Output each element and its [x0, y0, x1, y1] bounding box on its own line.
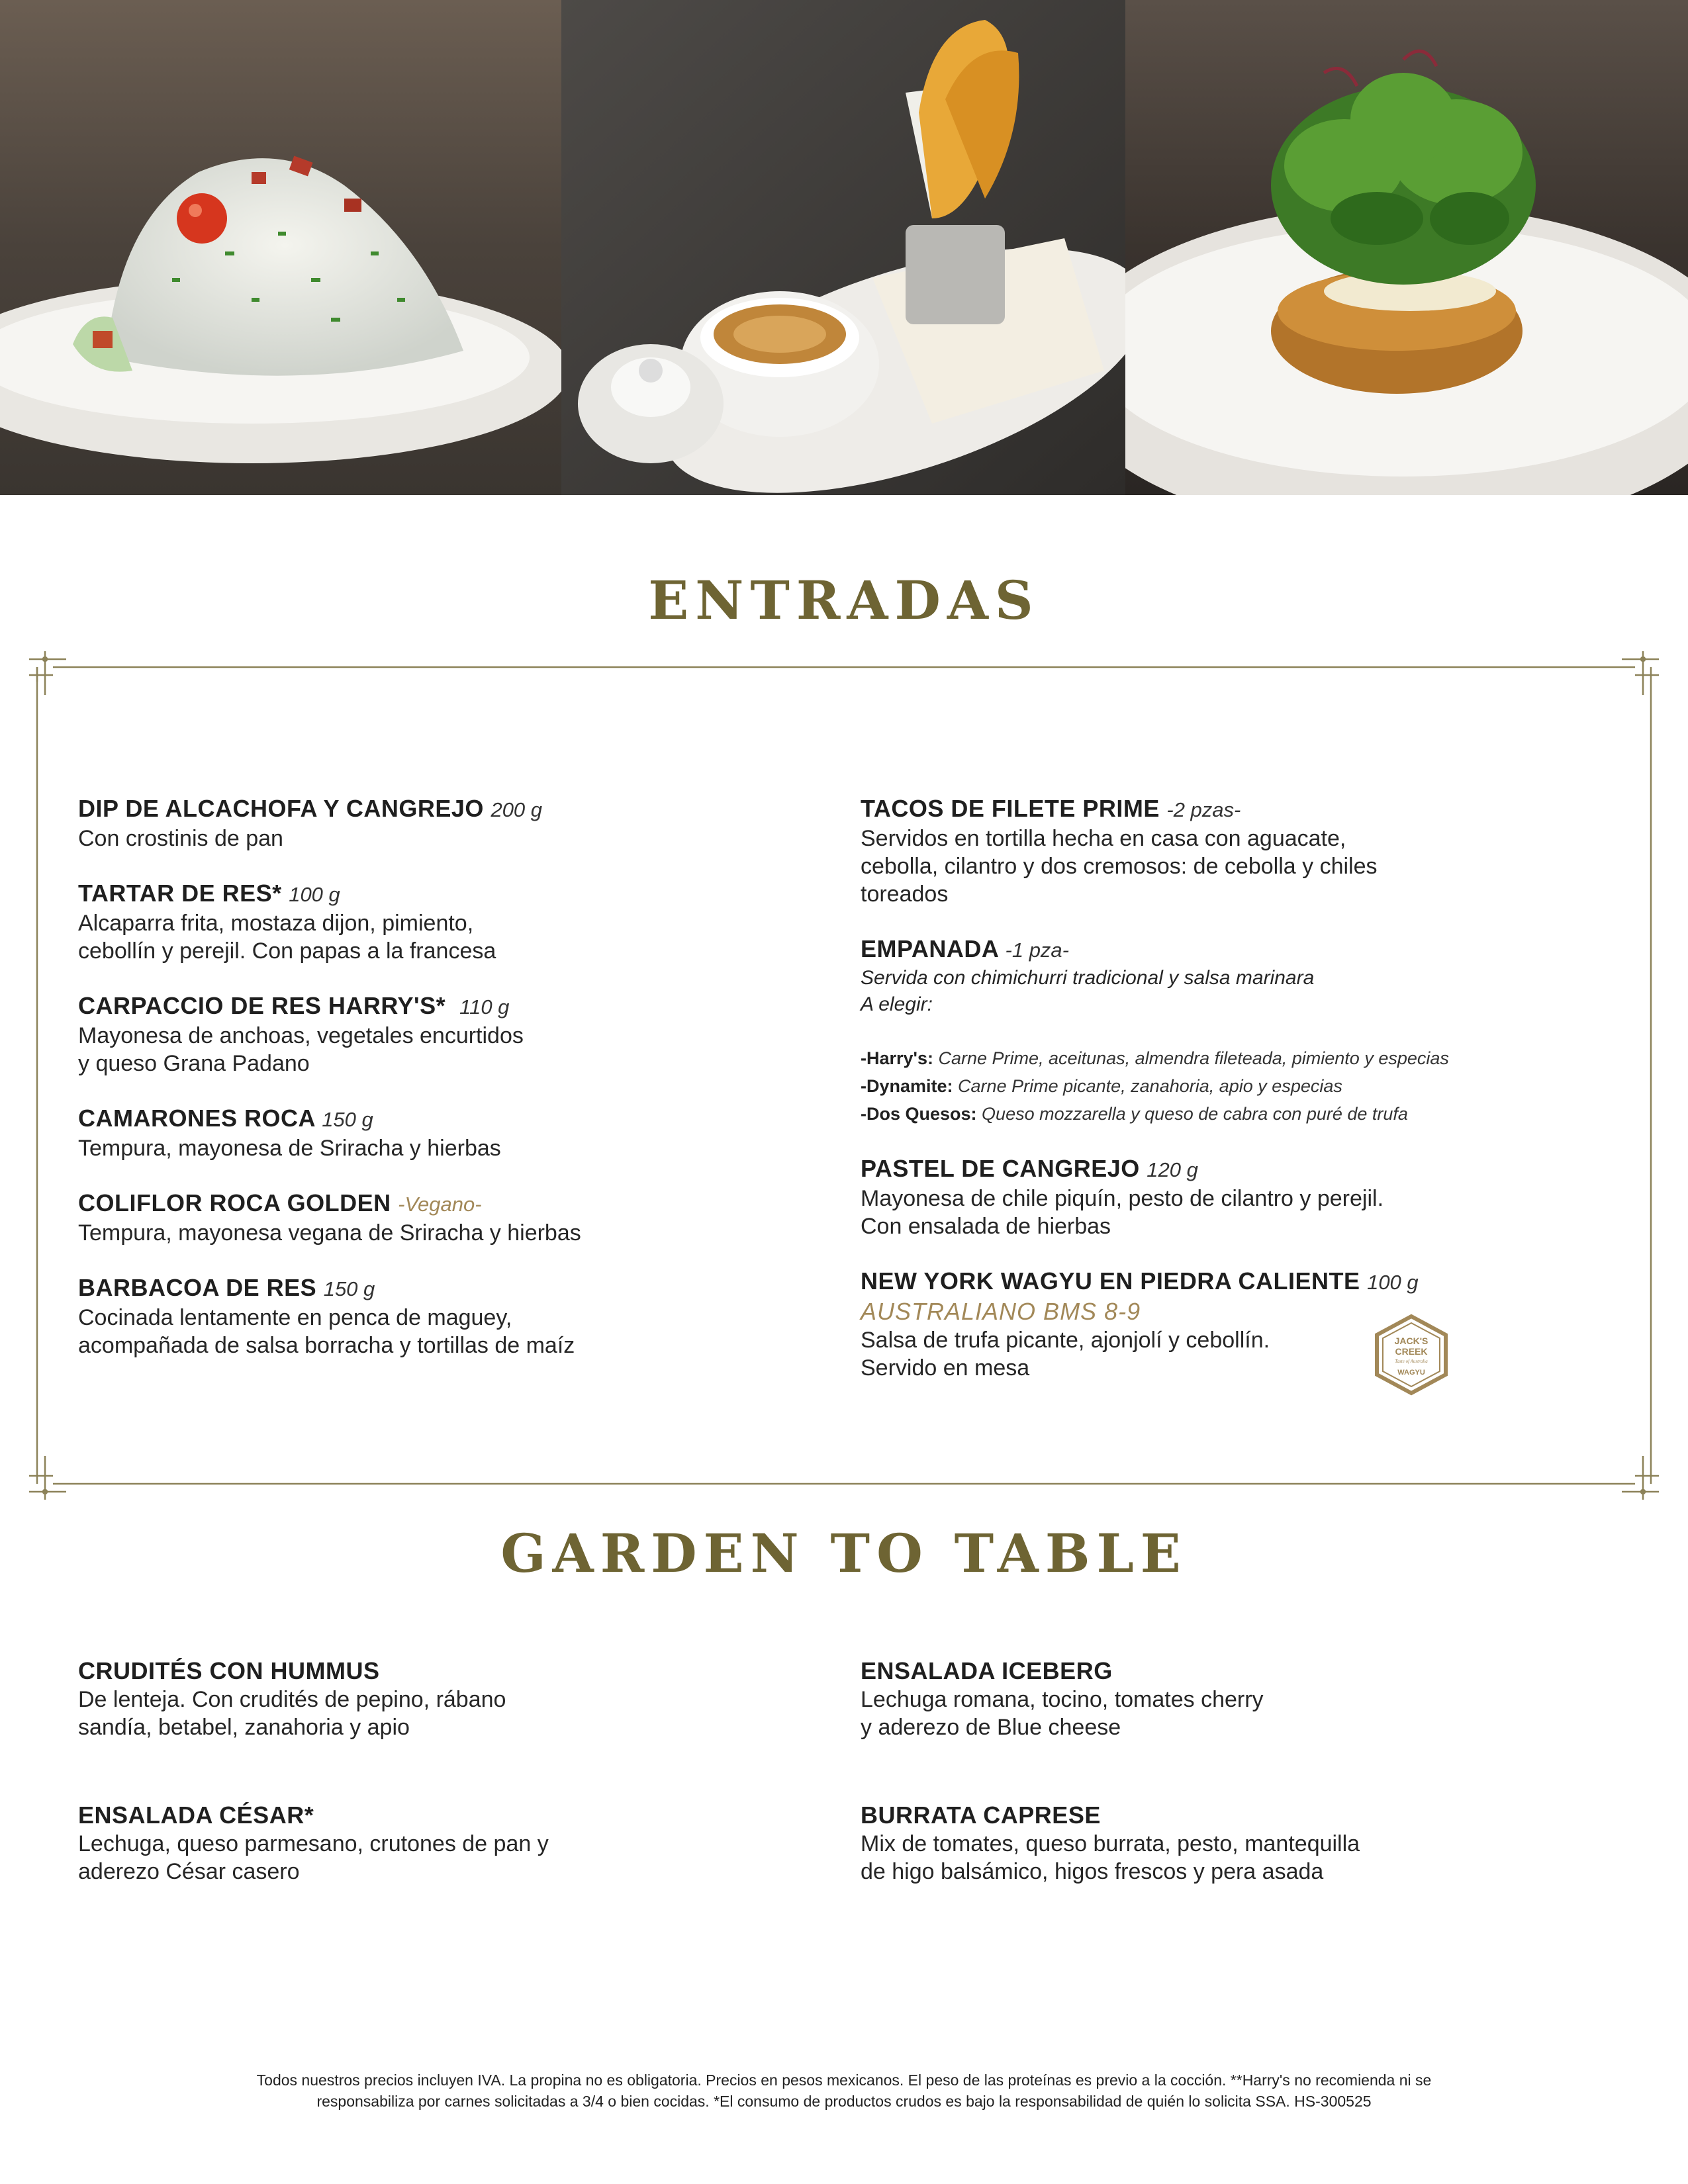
- item-portion: -2 pzas-: [1166, 798, 1241, 821]
- menu-item: [78, 1801, 833, 1886]
- item-name: BURRATA CAPRESE: [861, 1801, 1101, 1829]
- vegan-tag: -Vegano-: [398, 1193, 482, 1216]
- menu-item: [861, 1154, 1615, 1240]
- entradas-left-column: [78, 794, 833, 1386]
- option-text: Queso mozzarella y queso de cabra con puré de trufa: [982, 1104, 1408, 1124]
- wedge-salad-photo: [0, 0, 561, 495]
- item-name: TACOS DE FILETE PRIME: [861, 795, 1160, 822]
- item-description: cebollín y perejil. Con papas a la francesa: [78, 938, 496, 964]
- item-weight: 150 g: [322, 1108, 373, 1131]
- menu-item: [78, 1189, 833, 1247]
- menu-item: [861, 934, 1615, 1128]
- menu-item: [861, 794, 1615, 908]
- item-description: Servido en mesa: [861, 1355, 1030, 1381]
- menu-item: [78, 794, 833, 852]
- menu-item: [78, 879, 833, 965]
- option-text: Carne Prime, aceitunas, almendra fileteada, pimiento y especias: [938, 1048, 1449, 1068]
- item-description: sandía, betabel, zanahoria y apio: [78, 1715, 410, 1740]
- option-label: -Harry's:: [861, 1048, 933, 1068]
- item-description: Mayonesa de anchoas, vegetales encurtidos: [78, 1023, 524, 1048]
- item-description: Con ensalada de hierbas: [861, 1214, 1111, 1239]
- menu-item: [78, 1273, 833, 1359]
- entradas-right-column: [861, 794, 1615, 1408]
- item-name: EMPANADA: [861, 935, 998, 962]
- badge-text-1: JACK'S: [1394, 1336, 1429, 1346]
- item-name: PASTEL DE CANGREJO: [861, 1155, 1140, 1182]
- footer-line: responsabiliza por carnes solicitadas a 3/4 o bien cocidas. *El consumo de productos crudos es bajo la responsabilidad de quién lo solicita SSA. HS-300525: [316, 2093, 1372, 2110]
- item-name: DIP DE ALCACHOFA Y CANGREJO: [78, 795, 484, 822]
- crab-cake-photo: [1125, 0, 1688, 495]
- item-name: ENSALADA CÉSAR*: [78, 1801, 314, 1829]
- garden-right-column: [861, 1657, 1615, 1912]
- garden-left-column: [78, 1657, 833, 1912]
- empanada-options: [861, 1044, 1615, 1128]
- item-description: De lenteja. Con crudités de pepino, rábano: [78, 1687, 506, 1712]
- item-weight: 200 g: [491, 798, 543, 821]
- menu-item: [78, 1657, 833, 1741]
- item-weight: 120 g: [1147, 1158, 1198, 1181]
- item-description: Lechuga romana, tocino, tomates cherry: [861, 1687, 1264, 1712]
- footer-disclaimer: [146, 2070, 1542, 2112]
- item-name: NEW YORK WAGYU EN PIEDRA CALIENTE: [861, 1267, 1360, 1295]
- item-description: aderezo César casero: [78, 1859, 300, 1884]
- option-row: [861, 1072, 1615, 1100]
- artichoke-dip-photo: [561, 0, 1125, 495]
- item-description: Alcaparra frita, mostaza dijon, pimiento,: [78, 911, 474, 936]
- entradas-title: ENTRADAS: [648, 569, 1040, 631]
- item-weight: 110 g: [459, 995, 510, 1019]
- item-description: Tempura, mayonesa de Sriracha y hierbas: [78, 1136, 501, 1161]
- item-description: y aderezo de Blue cheese: [861, 1715, 1121, 1740]
- item-origin: AUSTRALIANO BMS 8-9: [861, 1298, 1141, 1325]
- item-description: Salsa de trufa picante, ajonjolí y cebollín.: [861, 1328, 1270, 1353]
- option-text: Carne Prime picante, zanahoria, apio y especias: [958, 1076, 1342, 1096]
- item-portion: -1 pza-: [1005, 938, 1069, 962]
- footer-line: Todos nuestros precios incluyen IVA. La propina no es obligatoria. Precios en pesos mexicanos. El peso de las proteínas es previo a la cocción. **Harry's no recomienda ni se: [256, 2071, 1432, 2089]
- item-name: CRUDITÉS CON HUMMUS: [78, 1657, 380, 1684]
- garden-title: GARDEN TO TABLE: [500, 1522, 1188, 1584]
- item-description: Mix de tomates, queso burrata, pesto, mantequilla: [861, 1831, 1360, 1856]
- item-description: A elegir:: [861, 993, 933, 1015]
- item-name: ENSALADA ICEBERG: [861, 1657, 1113, 1684]
- item-name: COLIFLOR ROCA GOLDEN: [78, 1189, 391, 1216]
- item-name: TARTAR DE RES*: [78, 880, 282, 907]
- item-description: y queso Grana Padano: [78, 1051, 310, 1076]
- item-weight: 100 g: [1367, 1271, 1419, 1294]
- menu-item: [861, 1657, 1615, 1741]
- badge-text-2: CREEK: [1395, 1346, 1428, 1357]
- item-description: acompañada de salsa borracha y tortillas de maíz: [78, 1333, 575, 1358]
- option-row: [861, 1044, 1615, 1072]
- menu-item: [78, 1104, 833, 1162]
- option-label: -Dos Quesos:: [861, 1104, 977, 1124]
- item-description: Mayonesa de chile piquín, pesto de cilantro y perejil.: [861, 1186, 1384, 1211]
- option-label: -Dynamite:: [861, 1076, 953, 1096]
- badge-text-3: Taste of Australia: [1395, 1359, 1428, 1364]
- item-description: Con crostinis de pan: [78, 826, 283, 851]
- item-description: de higo balsámico, higos frescos y pera asada: [861, 1859, 1324, 1884]
- item-description: Lechuga, queso parmesano, crutones de pan y: [78, 1831, 549, 1856]
- jacks-creek-wagyu-badge: [1370, 1314, 1452, 1396]
- item-description: cebolla, cilantro y dos cremosos: de cebolla y chiles: [861, 854, 1378, 879]
- badge-text-4: WAGYU: [1397, 1369, 1425, 1377]
- menu-item: [78, 991, 833, 1077]
- item-weight: 150 g: [323, 1277, 375, 1300]
- item-name: CARPACCIO DE RES HARRY'S*: [78, 992, 446, 1019]
- menu-item: [861, 1801, 1615, 1886]
- item-weight: 100 g: [289, 883, 340, 906]
- item-description: Servida con chimichurri tradicional y salsa marinara: [861, 967, 1315, 989]
- option-row: [861, 1100, 1615, 1128]
- item-name: BARBACOA DE RES: [78, 1274, 317, 1301]
- item-description: Tempura, mayonesa vegana de Sriracha y hierbas: [78, 1220, 581, 1246]
- item-description: toreados: [861, 882, 949, 907]
- item-name: CAMARONES ROCA: [78, 1105, 315, 1132]
- photo-strip: [0, 0, 1688, 495]
- item-description: Cocinada lentamente en penca de maguey,: [78, 1305, 512, 1330]
- item-description: Servidos en tortilla hecha en casa con aguacate,: [861, 826, 1346, 851]
- menu-item: [861, 1267, 1615, 1382]
